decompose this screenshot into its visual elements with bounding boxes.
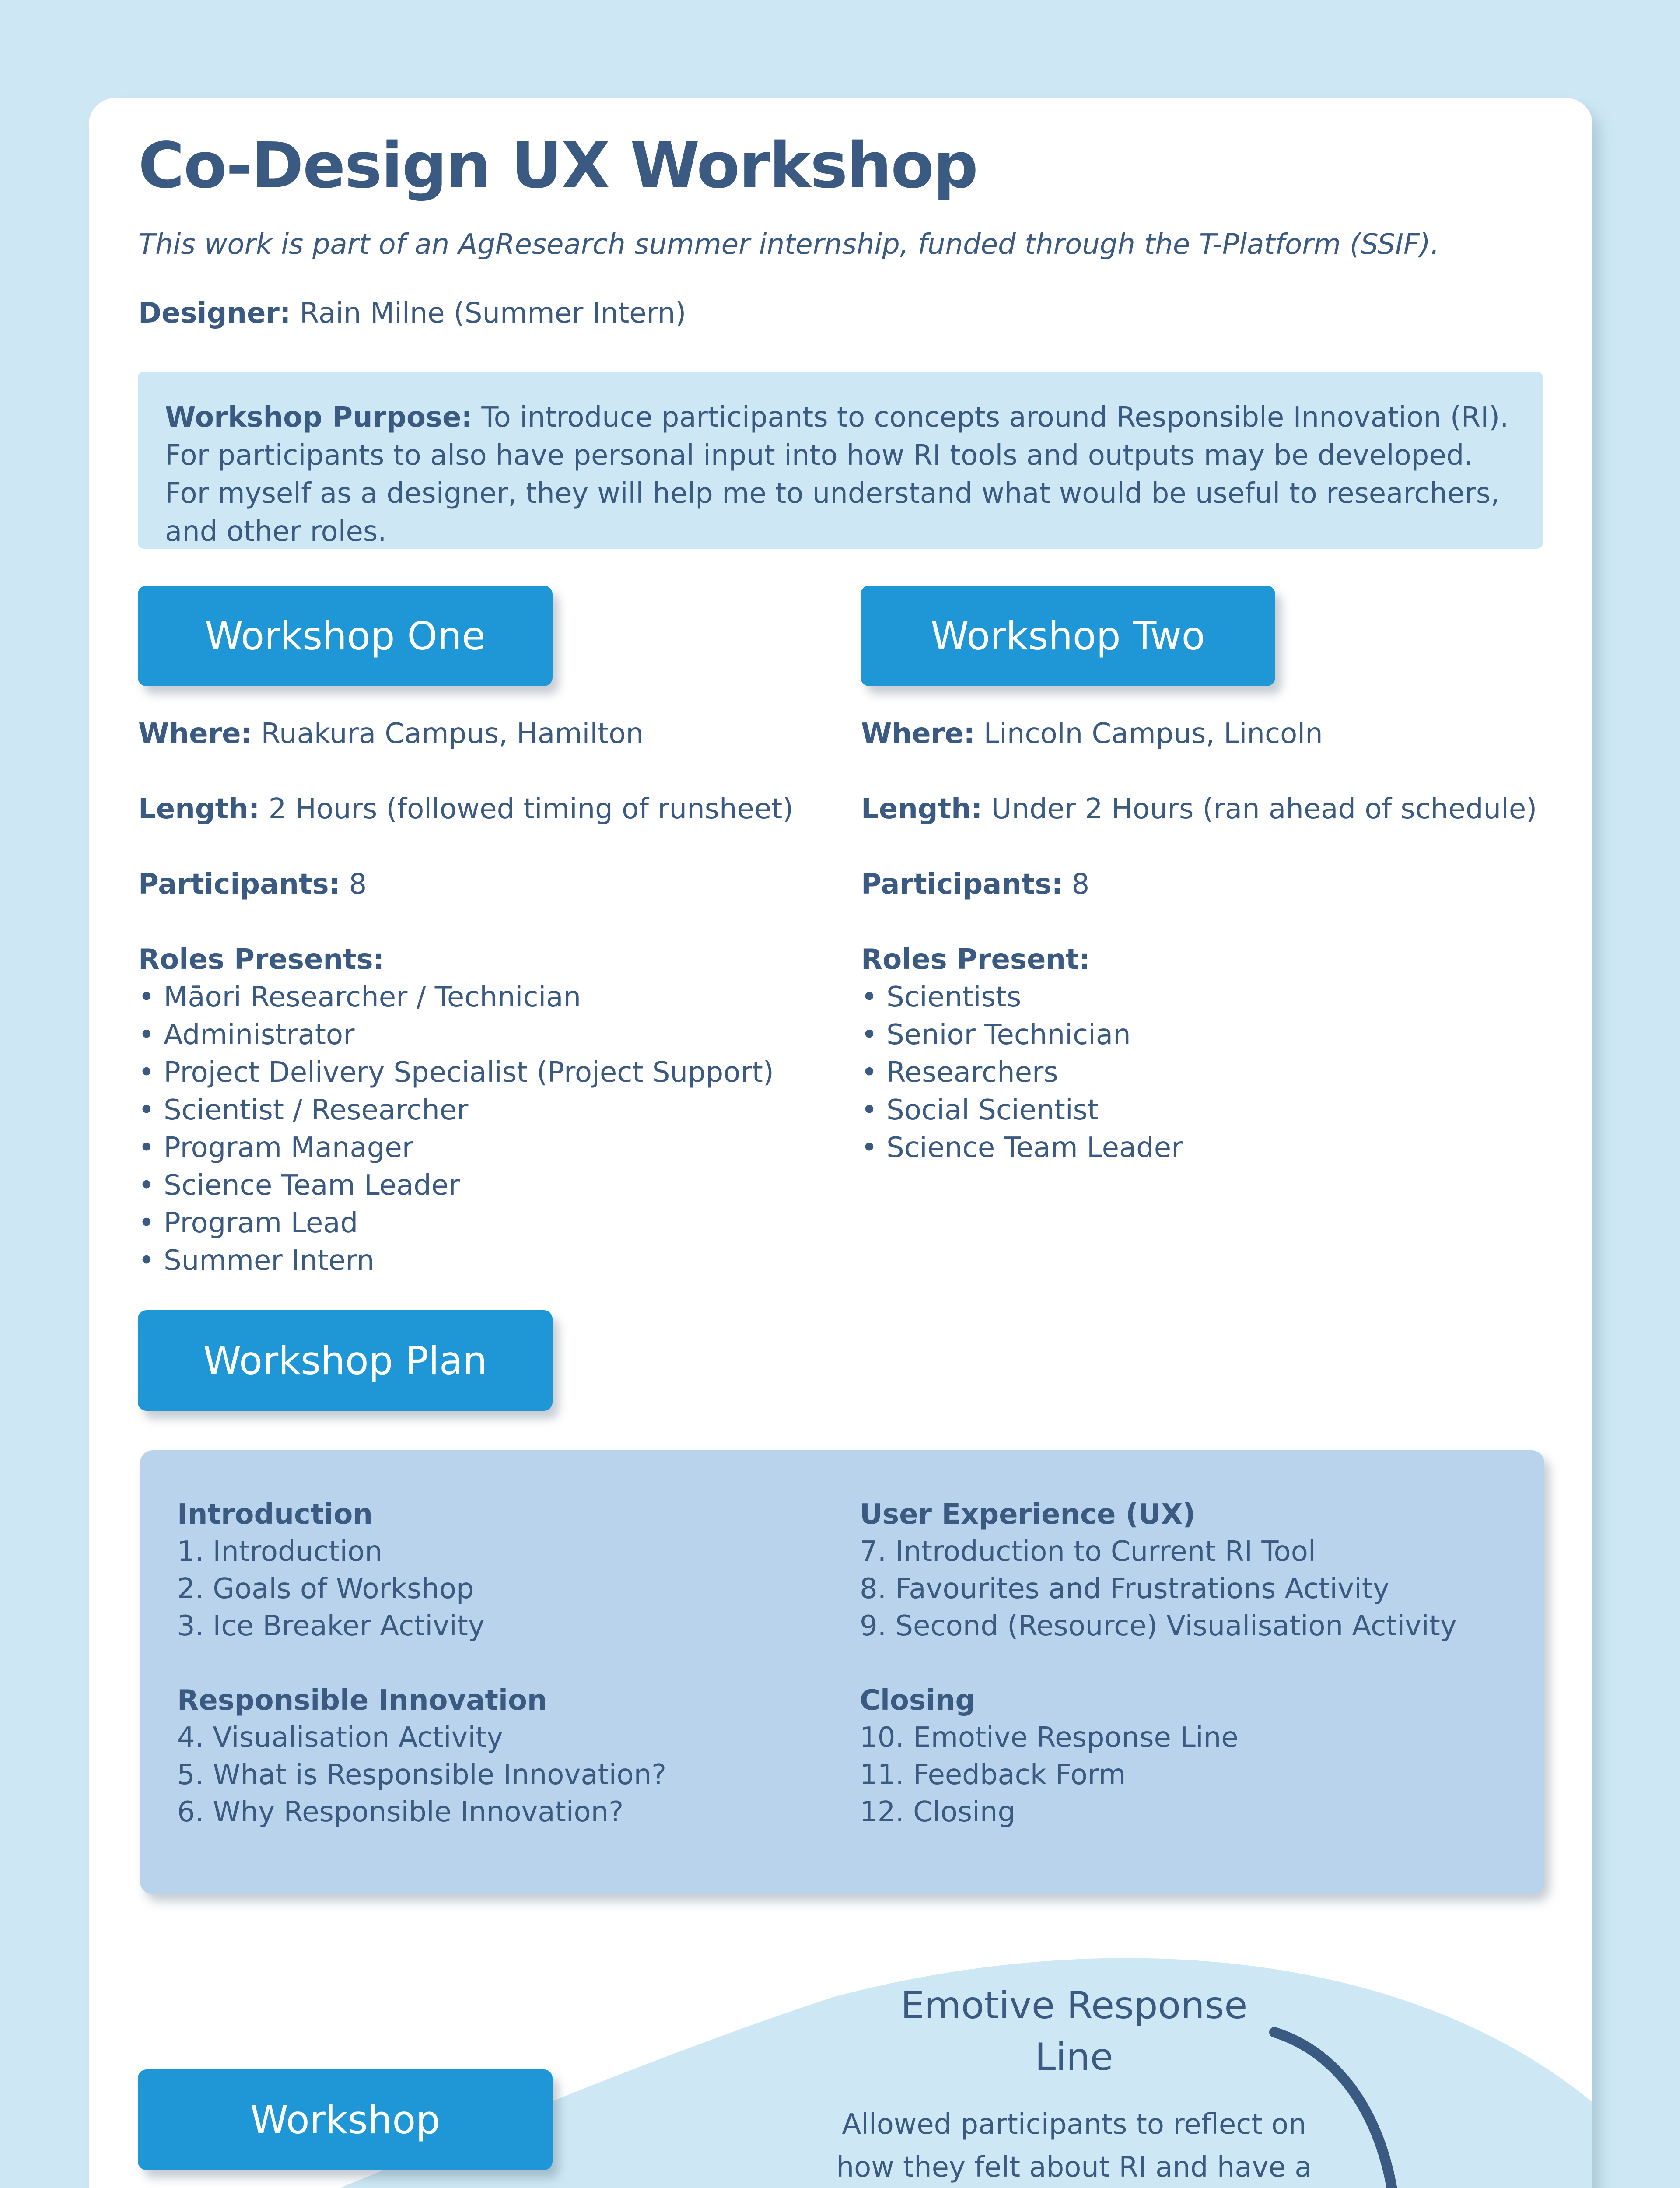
plan-section-title: Closing [860, 1684, 976, 1717]
workshop-plan-heading: Workshop Plan [138, 1310, 553, 1411]
where-label: Where: [138, 718, 252, 750]
plan-section-title: Introduction [177, 1498, 373, 1531]
role-item: • Māori Researcher / Technician [138, 981, 581, 1013]
workshop-one-details [138, 715, 793, 1280]
plan-item: 5. What is Responsible Innovation? [177, 1759, 667, 1791]
curved-arrow-icon [1261, 2019, 1419, 2188]
plan-item: 8. Favourites and Frustrations Activity [860, 1573, 1390, 1605]
role-item: • Science Team Leader [138, 1169, 460, 1202]
plan-section-title: Responsible Innovation [177, 1684, 547, 1717]
role-item: • Program Manager [138, 1132, 413, 1164]
workshop-two-heading: Workshop Two [861, 586, 1275, 686]
length-row [861, 790, 1537, 828]
roles-label: Roles Present: [861, 943, 1091, 976]
page-title: Co-Design UX Workshop [138, 129, 978, 202]
plan-column-right [860, 1496, 1457, 1831]
role-item: • Scientists [861, 981, 1022, 1013]
participants-value: 8 [349, 868, 367, 901]
purpose-text: To introduce participants to concepts around Responsible Innovation (RI). For participants to also have personal input into how RI tools and outputs may be developed. For myself as a designer, they will help me to understand what would be useful to researchers, and other roles. [165, 401, 1509, 548]
participants-label: Participants: [861, 868, 1063, 901]
plan-item: 3. Ice Breaker Activity [177, 1610, 485, 1642]
role-item: • Senior Technician [861, 1019, 1131, 1051]
where-value: Lincoln Campus, Lincoln [984, 718, 1323, 750]
plan-item: 2. Goals of Workshop [177, 1573, 474, 1605]
role-item: • Summer Intern [138, 1245, 374, 1277]
role-item: • Project Delivery Specialist (Project Support) [138, 1056, 774, 1089]
where-row [138, 715, 793, 753]
designer-value: Rain Milne (Summer Intern) [299, 297, 686, 330]
poster-card [89, 98, 1592, 2188]
designer-line [138, 297, 686, 330]
plan-item: 4. Visualisation Activity [177, 1722, 504, 1754]
participants-value: 8 [1071, 868, 1090, 901]
plan-item: 1. Introduction [177, 1536, 382, 1568]
role-item: • Social Scientist [861, 1094, 1099, 1126]
length-label: Length: [861, 793, 983, 825]
plan-item: 7. Introduction to Current RI Tool [860, 1536, 1316, 1568]
workshop-plan-box [140, 1450, 1544, 1894]
plan-item: 6. Why Responsible Innovation? [177, 1796, 624, 1828]
length-value: Under 2 Hours (ran ahead of schedule) [991, 793, 1537, 825]
participants-row [861, 866, 1537, 903]
designer-label: Designer: [138, 297, 291, 330]
workshop-heading: Workshop [138, 2069, 553, 2170]
emotive-title: Emotive Response Line [900, 1984, 1248, 2079]
length-label: Length: [138, 793, 260, 825]
participants-label: Participants: [138, 868, 340, 901]
role-item: • Science Team Leader [861, 1132, 1183, 1164]
role-item: • Researchers [861, 1056, 1058, 1089]
length-row [138, 790, 793, 828]
participants-row [138, 866, 793, 903]
length-value: 2 Hours (followed timing of runsheet) [268, 793, 794, 825]
plan-item: 11. Feedback Form [860, 1759, 1126, 1791]
emotive-description: Allowed participants to reflect on how they felt about RI and have a [836, 2108, 1312, 2184]
role-item: • Administrator [138, 1019, 355, 1051]
plan-item: 12. Closing [860, 1796, 1016, 1828]
workshop-one-heading: Workshop One [138, 586, 553, 686]
purpose-box [138, 372, 1543, 549]
purpose-label: Workshop Purpose: [165, 401, 473, 434]
roles-label: Roles Presents: [138, 943, 385, 976]
plan-item: 10. Emotive Response Line [860, 1722, 1239, 1754]
role-item: • Program Lead [138, 1207, 358, 1239]
role-item: • Scientist / Researcher [138, 1094, 469, 1126]
workshop-two-details [861, 715, 1537, 1167]
plan-column-left [177, 1496, 666, 1831]
where-value: Ruakura Campus, Hamilton [261, 718, 644, 750]
plan-section-title: User Experience (UX) [860, 1498, 1196, 1531]
plan-item: 9. Second (Resource) Visualisation Activity [860, 1610, 1457, 1642]
where-label: Where: [861, 718, 975, 750]
where-row [861, 715, 1537, 753]
subtitle: This work is part of an AgResearch summer internship, funded through the T-Platform (SSIF). [138, 228, 1440, 261]
